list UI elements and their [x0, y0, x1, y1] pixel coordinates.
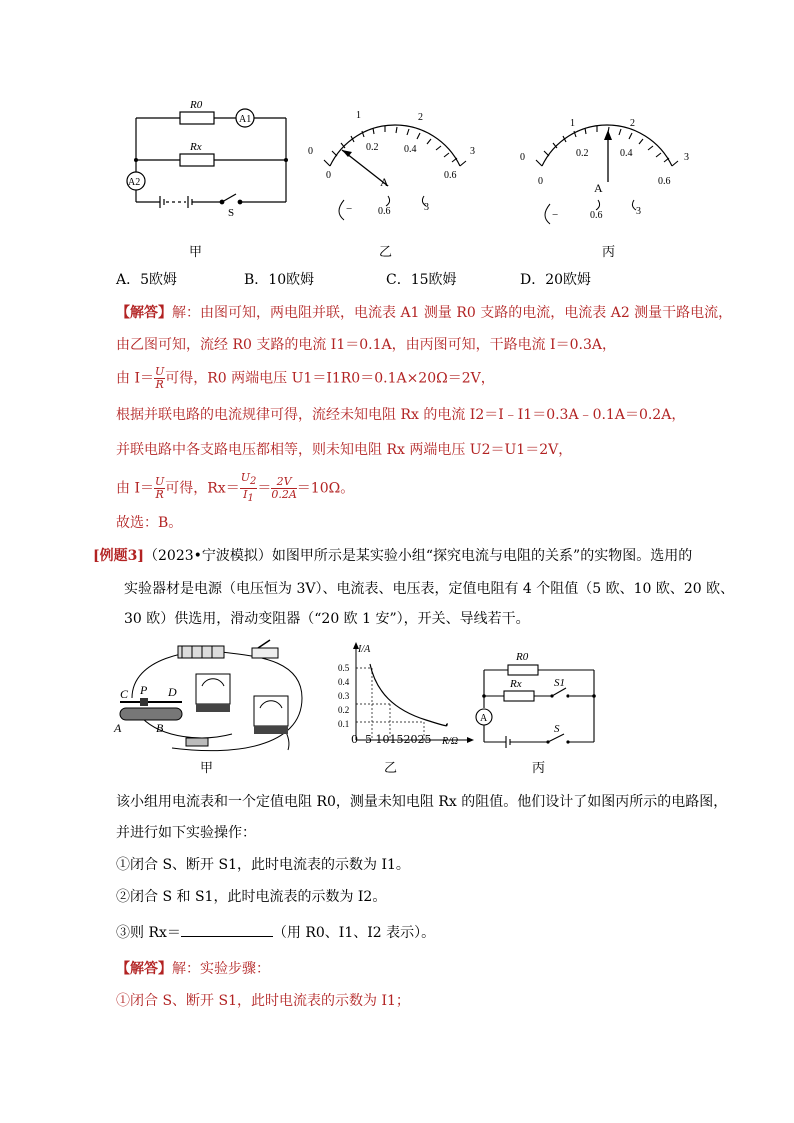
scale-bottom-02: 0.2	[366, 142, 379, 153]
circuit-diagram-bing	[468, 646, 608, 754]
letter-d: D	[168, 685, 177, 699]
ytick-05: 0.5	[338, 663, 350, 673]
scale-top-3: 3	[684, 152, 689, 163]
scale-bottom-06: 0.6	[444, 170, 457, 181]
unit-label: A	[380, 175, 389, 189]
scale-bottom-02: 0.2	[576, 148, 589, 159]
unit-label: A	[594, 181, 603, 195]
example3-line2: 实验器材是电源（电压恒为 3V）、电流表、电压表，定值电阻有 4 个阻值（5 欧、10 欧、20 欧、	[124, 581, 735, 597]
fraction-u-over-r: $\frac{U}{R}$	[154, 475, 165, 502]
xtick-5: 5	[365, 733, 372, 746]
example3-line1	[93, 549, 692, 563]
scale-top-0: 0	[308, 146, 313, 157]
ytick-01: 0.1	[338, 719, 350, 729]
rx-resistor	[504, 691, 534, 701]
r0-label: R0	[516, 651, 529, 663]
answer-blank[interactable]	[181, 924, 273, 937]
step-3	[116, 924, 435, 940]
example3-line3: 30 欧）供选用，滑动变阻器（“20 欧 1 安”），开关、导线若干。	[124, 611, 530, 627]
scale-top-2: 2	[418, 112, 423, 123]
answer1-line3-pre: 由 I＝	[116, 370, 154, 387]
switch-label: S	[228, 207, 235, 219]
body-paragraph-2: 并进行如下实验操作：	[116, 825, 256, 841]
answer2-text: 解：实验步骤：	[172, 961, 270, 977]
step-3-post: （用 R0、I1、I2 表示）。	[272, 925, 436, 941]
figure-caption-jia: 甲	[189, 245, 203, 260]
a2-label: A2	[128, 177, 141, 188]
scale-bottom-04: 0.4	[620, 148, 633, 159]
ammeter-dial-yi	[300, 100, 490, 230]
graph-xlabel: R/Ω	[442, 736, 459, 747]
xtick-15: 15	[389, 733, 404, 746]
rx-resistor	[180, 154, 214, 166]
terminal-06: 0.6	[378, 206, 391, 217]
answer1-line3	[116, 366, 495, 391]
scale-top-3: 3	[470, 146, 475, 157]
answer1-line6-mid: 可得，Rx＝	[165, 480, 240, 497]
step-2: ②闭合 S 和 S1，此时电流表的示数为 I2。	[116, 889, 387, 905]
answer1-line6-pre: 由 I＝	[116, 480, 154, 497]
scale-top-1: 1	[356, 110, 361, 121]
a1-label: A1	[239, 114, 252, 125]
answer2-line1	[116, 962, 270, 976]
body-paragraph-1: 该小组用电流表和一个定值电阻 R0，测量未知电阻 Rx 的阻值。他们设计了如图丙所示的电路图，	[116, 794, 728, 810]
answer1-line2: 由乙图可知，流经 R0 支路的电流 I1＝0.1A，由丙图可知，干路电流 I＝0.3A，	[116, 337, 616, 353]
terminal-neg: −	[552, 209, 559, 221]
answer1-line1-text: 解：由图可知，两电阻并联，电流表 A1 测量 R0 支路的电流，电流表 A2 测量干路电流，	[172, 305, 733, 321]
answer1-line5: 并联电路中各支路电压都相等，则未知电阻 Rx 两端电压 U2＝U1＝2V，	[116, 442, 573, 458]
figure-caption-mid-yi: 乙	[384, 761, 398, 776]
figure-caption-mid-bing: 丙	[532, 761, 546, 776]
ytick-02: 0.2	[338, 705, 350, 715]
letter-c: C	[120, 687, 129, 701]
letter-a: A	[114, 721, 122, 735]
xtick-0: 0	[351, 733, 358, 746]
answer1-line6-post: ＝10Ω。	[296, 480, 355, 497]
answer1-choice: 故选：B。	[116, 515, 183, 531]
figure-caption-mid-jia: 甲	[200, 761, 214, 776]
terminal-06: 0.6	[590, 210, 603, 221]
s1-label: S1	[554, 677, 565, 689]
example3-line1-text: （2023•宁波模拟）如图甲所示是某实验小组“探究电流与电阻的关系”的实物图。选用的	[144, 548, 693, 564]
graph-ylabel: I/A	[358, 644, 371, 655]
ammeter-dial-bing	[512, 100, 702, 230]
answer-label: 【解答】	[116, 305, 172, 321]
option-a: A．5欧姆	[116, 272, 178, 288]
ammeter-label: A	[480, 713, 488, 724]
fraction-u-over-r: $\frac{U}{R}$	[154, 365, 165, 391]
curve-line	[370, 664, 448, 726]
current-resistance-graph	[330, 640, 480, 748]
option-d: D．20欧姆	[520, 272, 592, 288]
scale-bottom-06: 0.6	[658, 176, 671, 187]
graph-xticks	[351, 734, 432, 745]
circuit-diagram-jia	[120, 92, 300, 232]
r0-resistor	[180, 112, 214, 124]
xtick-25: 25	[417, 733, 432, 746]
step-1: ①闭合 S、断开 S1，此时电流表的示数为 I1。	[116, 857, 410, 873]
option-c: C．15欧姆	[386, 272, 457, 288]
answer2-step1: ①闭合 S、断开 S1，此时电流表的示数为 I1；	[116, 993, 410, 1009]
answer1-line3-post: 可得，R0 两端电压 U1＝I1R0＝0.1A×20Ω＝2V，	[165, 370, 495, 387]
fraction-u2-over-i1: $\frac{U_2}{I_1}$	[240, 471, 257, 505]
xtick-20: 20	[403, 733, 418, 746]
letter-b: B	[156, 721, 164, 735]
rx-label: Rx	[510, 678, 522, 690]
r0-resistor	[508, 665, 538, 675]
ytick-04: 0.4	[338, 677, 350, 687]
figure-caption-yi: 乙	[379, 245, 393, 260]
s-label: S	[554, 723, 560, 735]
scale-bottom-0: 0	[538, 176, 543, 187]
scale-top-2: 2	[630, 118, 635, 129]
apparatus-photo-jia	[112, 638, 322, 760]
xtick-10: 10	[375, 733, 390, 746]
answer1-line4: 根据并联电路的电流规律可得，流经未知电阻 Rx 的电流 I2＝I﹣I1＝0.3A﹣0.1A＝0.2A，	[116, 407, 686, 423]
option-b: B．10欧姆	[244, 272, 315, 288]
ytick-03: 0.3	[338, 691, 350, 701]
scale-bottom-04: 0.4	[404, 144, 417, 155]
example3-tag: [例题3]	[93, 548, 144, 564]
scale-top-1: 1	[570, 118, 575, 129]
answer1-line6: 由 I＝ $\frac{U}{R}$ 可得，Rx＝ $\frac{U_2}{I_1}$ ＝ $\frac{2V}{0.2A}$ ＝10Ω。	[116, 471, 355, 505]
terminal-neg: −	[346, 203, 353, 215]
terminal-3: 3	[636, 206, 641, 217]
figure-caption-bing: 丙	[602, 245, 616, 260]
terminal-3: 3	[424, 202, 429, 213]
fraction-2v-over-02a: $\frac{2V}{0.2A}$	[271, 475, 297, 502]
rx-label: Rx	[190, 141, 202, 153]
step-3-pre: ③则 Rx＝	[116, 925, 181, 941]
scale-top-0: 0	[520, 152, 525, 163]
scale-bottom-0: 0	[326, 170, 331, 181]
r0-label: R0	[190, 99, 203, 111]
answer2-label: 【解答】	[116, 961, 172, 977]
answer1-line1	[116, 306, 732, 320]
letter-p: P	[140, 683, 148, 697]
